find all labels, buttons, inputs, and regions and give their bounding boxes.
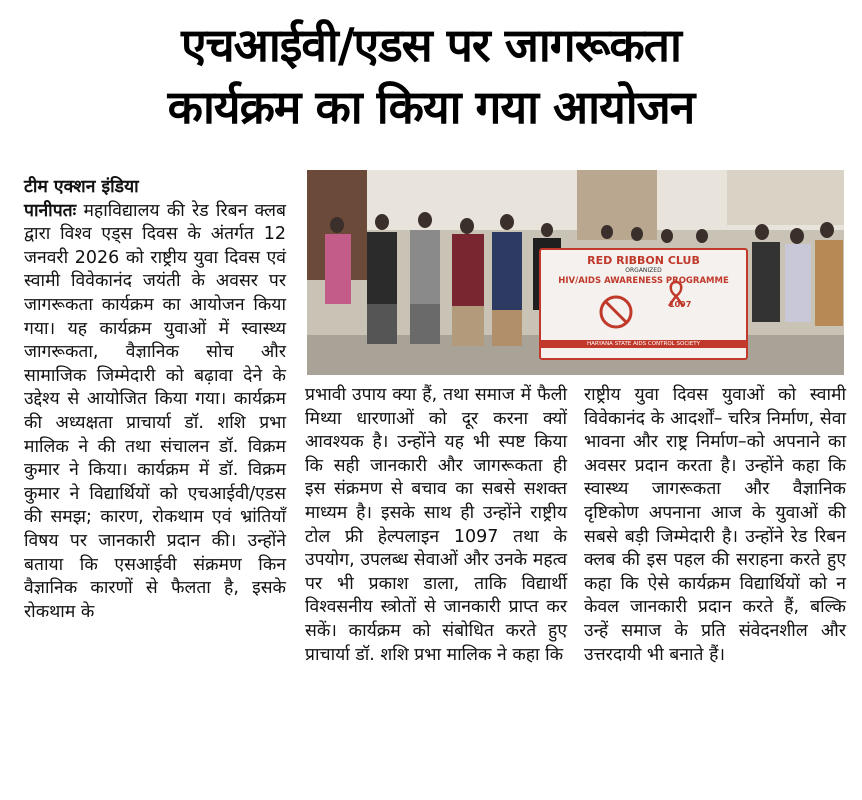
banner-subtitle: ORGANIZED [625,267,662,274]
dateline: पानीपतः [24,200,77,221]
banner-footer: HARYANA STATE AIDS CONTROL SOCIETY [541,340,746,348]
article-column-1 [24,176,286,624]
no-aids-icon [596,292,636,332]
headline-line-2: कार्यक्रम का किया गया आयोजन [167,80,695,134]
headline [0,14,862,138]
article-column-3: राष्ट्रीय युवा दिवस युवाओं को स्वामी विवेकानंद के आदर्शों– चरित्र निर्माण, सेवा भावना और राष्ट्र निर्माण–को अपनाने का अवसर प्रदान करता है। उन्होंने कहा कि स्वास्थ्य जागरूकता और वैज्ञानिक दृष्टिकोण अपनाना आज के युवाओं की सबसे बड़ी जिम्मेदारी है। उन्होंने रेड रिबन क्लब की इस पहल की सराहना करते हुए कहा कि ऐसे कार्यक्रम विद्यार्थियों को न केवल जानकारी प्रदान करते हैं, बल्कि उन्हें समाज के प्रति संवेदनशील और उत्तरदायी भी बनाते हैं। [584,385,846,665]
article-column-2: प्रभावी उपाय क्या हैं, तथा समाज में फैली मिथ्या धारणाओं को दूर करना क्यों आवश्यक है। उन्होंने यह भी स्पष्ट किया कि सही जानकारी और जागरूकता ही इस संक्रमण से बचाव का सबसे सशक्त माध्यम है। इसके साथ ही उन्होंने राष्ट्रीय टोल फ्री हेल्पलाइन 1097 तथा के उपयोग, उपलब्ध सेवाओं और उनके महत्व पर भी प्रकाश डाला, ताकि विद्यार्थी विश्वसनीय स्त्रोतों से जानकारी प्राप्त कर सकें। कार्यक्रम को संबोधित करते हुए प्राचार्या डॉ. शशि प्रभा मालिक ने कहा कि [305,385,567,665]
awareness-banner [539,248,748,360]
banner-title: RED RIBBON CLUB [587,254,700,267]
column-1-text: महाविद्यालय की रेड रिबन क्लब द्वारा विश्व एड्स दिवस के अंतर्गत 12 जनवरी 2026 को राष्ट्रीय युवा दिवस एवं स्वामी विवेकानंद जयंती के अवसर पर जागरूकता कार्यक्रम का आयोजन किया गया। यह कार्यक्रम युवाओं में स्वास्थ्य जागरूकता, वैज्ञानिक सोच और सामाजिक जिम्मेदारी को बढ़ावा देने के उद्देश्य से आयोजित किया गया। कार्यक्रम की अध्यक्षता प्राचार्या डॉ. शशि प्रभा मालिक ने की तथा संचालन डॉ. विक्रम कुमार ने किया। कार्यक्रम में डॉ. विक्रम कुमार ने विद्यार्थियों को एचआईवी/एडस की समझ; कारण, रोकथाम एवं भ्रांतियाँ विषय पर जानकारी प्रदान की। उन्होंने बताया कि एसआईवी संक्रमण किन वैज्ञानिक कारणों से फैलता है, इसके रोकथाम के [24,200,286,622]
headline-line-1: एचआईवी/एडस पर जागरूकता [181,18,681,72]
news-photo [307,170,844,375]
byline: टीम एक्शन इंडिया [24,177,139,197]
banner-programme: HIV/AIDS AWARENESS PROGRAMME [558,276,729,286]
banner-helpline: 1097 [669,300,692,309]
